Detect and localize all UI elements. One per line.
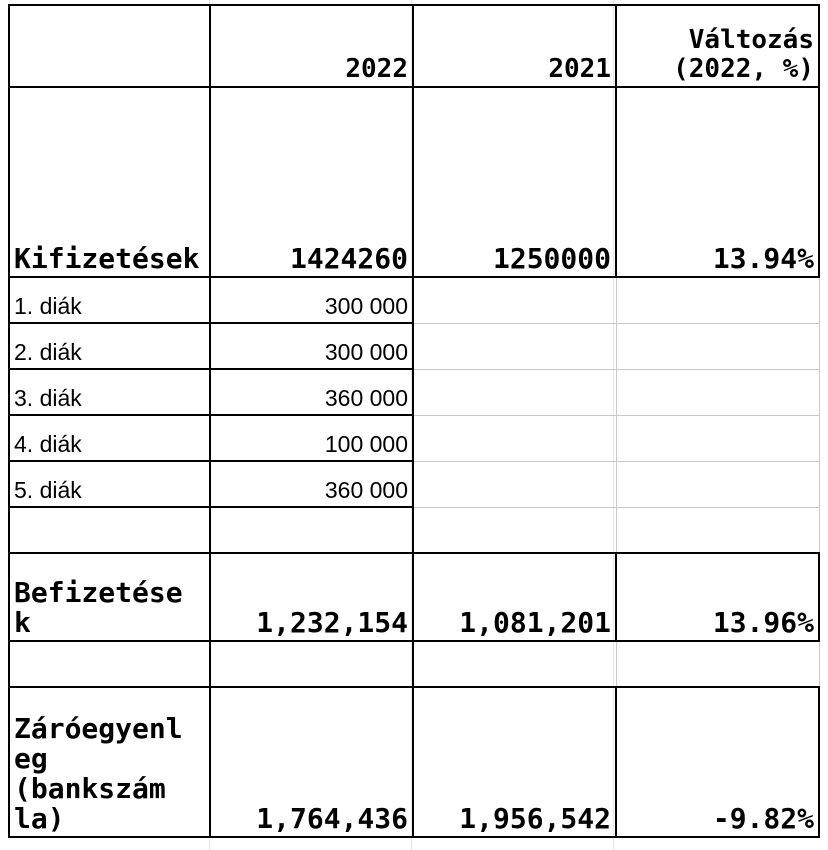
header-change-line2: (2022, %): [673, 54, 814, 84]
befizetesek-label-cell[interactable]: [9, 553, 210, 641]
befizetesek-row: [9, 553, 819, 641]
header-label-cell[interactable]: [9, 5, 210, 87]
student-label-cell[interactable]: 1. diák: [9, 277, 210, 323]
befizetesek-change-cell[interactable]: 13.96%: [616, 553, 819, 641]
student-2022-cell[interactable]: 300 000: [210, 277, 413, 323]
befizetesek-label-line1: Befizetése: [14, 576, 183, 609]
header-2021-cell[interactable]: 2021: [413, 5, 616, 87]
student-row: [9, 277, 819, 323]
empty-cell[interactable]: [413, 641, 616, 687]
spreadsheet: [8, 4, 828, 838]
student-2022-cell[interactable]: 360 000: [210, 369, 413, 415]
student-2021-cell[interactable]: [413, 369, 616, 415]
student-row: [9, 415, 819, 461]
kifizetesek-2021-cell[interactable]: 1250000: [413, 87, 616, 277]
zaroegyenleg-label-line4: la): [14, 802, 65, 835]
student-row: [9, 461, 819, 507]
kifizetesek-2022-cell[interactable]: 1424260: [210, 87, 413, 277]
student-change-cell[interactable]: [616, 323, 819, 369]
student-change-cell[interactable]: [616, 369, 819, 415]
student-2022-cell[interactable]: 360 000: [210, 461, 413, 507]
student-label-cell[interactable]: 2. diák: [9, 323, 210, 369]
student-2021-cell[interactable]: [413, 415, 616, 461]
student-label-cell[interactable]: 5. diák: [9, 461, 210, 507]
zaroegyenleg-2022-cell[interactable]: 1,764,436: [210, 687, 413, 837]
student-label-cell[interactable]: 4. diák: [9, 415, 210, 461]
student-label-cell[interactable]: 3. diák: [9, 369, 210, 415]
zaroegyenleg-label-cell[interactable]: [9, 687, 210, 837]
empty-cell[interactable]: [210, 641, 413, 687]
zaroegyenleg-label-line3: (bankszám: [14, 772, 166, 805]
header-2022-cell[interactable]: 2022: [210, 5, 413, 87]
student-row: [9, 369, 819, 415]
empty-cell[interactable]: [413, 507, 616, 553]
header-row: [9, 5, 819, 87]
befizetesek-label-line2: k: [14, 606, 31, 639]
student-change-cell[interactable]: [616, 461, 819, 507]
befizetesek-2021-cell[interactable]: 1,081,201: [413, 553, 616, 641]
header-change-line1: Változás: [688, 25, 814, 55]
student-2021-cell[interactable]: [413, 277, 616, 323]
empty-cell[interactable]: [9, 641, 210, 687]
student-change-cell[interactable]: [616, 277, 819, 323]
kifizetesek-row: [9, 87, 819, 277]
student-2021-cell[interactable]: [413, 461, 616, 507]
empty-cell[interactable]: [616, 641, 819, 687]
student-change-cell[interactable]: [616, 415, 819, 461]
zaroegyenleg-label-line1: Záróegyenl: [14, 712, 183, 745]
student-2022-cell[interactable]: 300 000: [210, 323, 413, 369]
student-row: [9, 323, 819, 369]
empty-row: [9, 507, 819, 553]
empty-cell[interactable]: [9, 507, 210, 553]
student-2022-cell[interactable]: 100 000: [210, 415, 413, 461]
student-2021-cell[interactable]: [413, 323, 616, 369]
header-change-cell[interactable]: [616, 5, 819, 87]
zaroegyenleg-change-cell[interactable]: -9.82%: [616, 687, 819, 837]
zaroegyenleg-row: [9, 687, 819, 837]
financial-table: [8, 4, 820, 838]
zaroegyenleg-label-line2: eg: [14, 742, 48, 775]
empty-cell[interactable]: [616, 507, 819, 553]
zaroegyenleg-2021-cell[interactable]: 1,956,542: [413, 687, 616, 837]
empty-cell[interactable]: [210, 507, 413, 553]
kifizetesek-change-cell[interactable]: 13.94%: [616, 87, 819, 277]
kifizetesek-label-cell[interactable]: Kifizetések: [9, 87, 210, 277]
empty-row: [9, 641, 819, 687]
befizetesek-2022-cell[interactable]: 1,232,154: [210, 553, 413, 641]
